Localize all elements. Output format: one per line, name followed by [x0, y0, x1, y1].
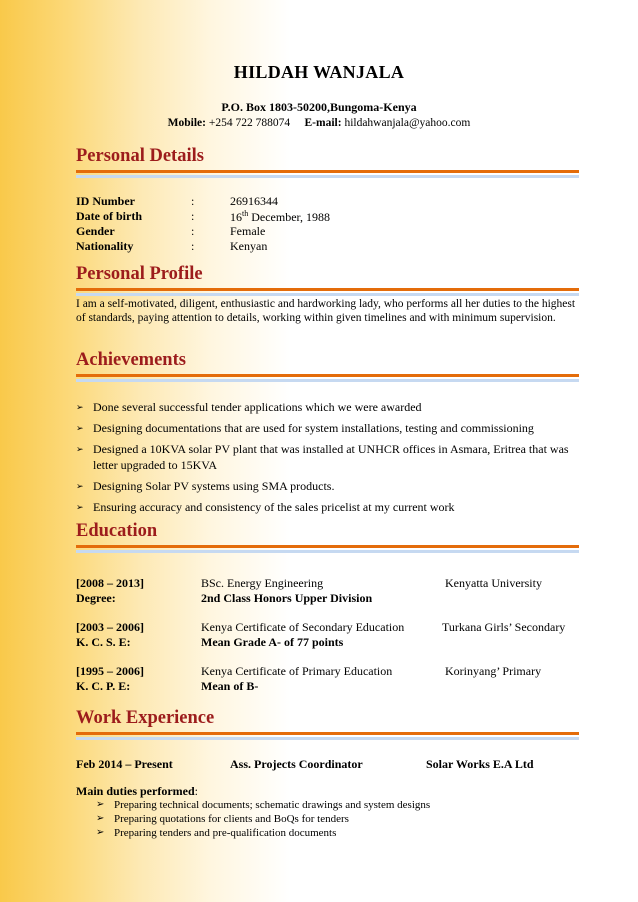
- section-rule: [76, 170, 579, 178]
- mobile-value: +254 722 788074: [208, 117, 291, 129]
- arrow-bullet-icon: ➢: [96, 799, 105, 810]
- detail-value: Female: [230, 224, 266, 238]
- dob-day: 16: [230, 210, 242, 224]
- detail-row-nationality: [76, 239, 576, 254]
- education-row: [76, 576, 596, 591]
- detail-value: Kenyan: [230, 239, 268, 253]
- achievement-text: Designing Solar PV systems using SMA products.: [93, 479, 335, 493]
- duty-text: Preparing quotations for clients and BoQs for tenders: [114, 813, 349, 825]
- detail-label: Date of birth: [76, 209, 142, 223]
- section-heading-work-experience: Work Experience: [76, 708, 215, 728]
- mobile-label: Mobile:: [167, 117, 206, 129]
- grade-label: K. C. P. E:: [76, 679, 131, 693]
- duties-colon: :: [194, 784, 198, 798]
- achievement-text: Ensuring accuracy and consistency of the sales pricelist at my current work: [93, 500, 455, 514]
- contact-line: [0, 117, 638, 129]
- list-item: [76, 478, 596, 494]
- detail-separator: :: [191, 194, 195, 208]
- detail-separator: :: [191, 239, 195, 253]
- duties-label: Main duties performed: [76, 784, 195, 798]
- duties-list: [96, 798, 430, 840]
- postal-address: P.O. Box 1803-50200,Bungoma-Kenya: [221, 100, 417, 114]
- education-course: BSc. Energy Engineering: [201, 576, 324, 590]
- detail-separator: :: [191, 209, 195, 223]
- section-heading-education: Education: [76, 521, 158, 541]
- arrow-bullet-icon: ➢: [96, 813, 105, 824]
- achievement-text: Done several successful tender applications which we were awarded: [93, 400, 422, 414]
- work-company: Solar Works E.A Ltd: [426, 757, 534, 771]
- section-heading-achievements: Achievements: [76, 350, 186, 370]
- grade-value: Mean of B-: [201, 679, 259, 693]
- work-role: Ass. Projects Coordinator: [230, 757, 363, 771]
- grade-value: 2nd Class Honors Upper Division: [201, 591, 373, 605]
- arrow-bullet-icon: ➢: [96, 827, 105, 838]
- detail-value: [230, 209, 330, 225]
- education-school: Korinyang’ Primary: [445, 664, 542, 678]
- grade-label: K. C. S. E:: [76, 635, 131, 649]
- arrow-bullet-icon: ➢: [76, 402, 84, 412]
- list-item: [76, 441, 596, 473]
- section-heading-personal-profile: Personal Profile: [76, 264, 203, 284]
- list-item: [76, 399, 596, 415]
- detail-label: Nationality: [76, 239, 134, 253]
- email-value[interactable]: hildahwanjala@yahoo.com: [344, 117, 471, 129]
- arrow-bullet-icon: ➢: [76, 423, 84, 433]
- dob-suffix: th: [242, 209, 249, 218]
- education-years: [2008 – 2013]: [76, 576, 144, 590]
- work-row: [76, 757, 596, 772]
- education-course: Kenya Certificate of Primary Education: [201, 664, 393, 678]
- education-course: Kenya Certificate of Secondary Education: [201, 620, 405, 634]
- profile-text: I am a self-motivated, diligent, enthusiastic and hardworking lady, who performs all her duties to the highest of standards, paying attention to details, working within given timelines and with minimum supervision.: [76, 298, 576, 324]
- education-school: Kenyatta University: [445, 576, 542, 590]
- detail-row-dob: [76, 209, 576, 224]
- duties-heading: [76, 784, 198, 799]
- education-school: Turkana Girls’ Secondary: [442, 620, 566, 634]
- section-heading-personal-details: Personal Details: [76, 146, 204, 166]
- detail-row-id: [76, 194, 576, 209]
- work-period: Feb 2014 – Present: [76, 757, 173, 771]
- list-item: [96, 826, 430, 840]
- candidate-name: HILDAH WANJALA: [233, 62, 405, 82]
- arrow-bullet-icon: ➢: [76, 502, 84, 512]
- section-rule: [76, 732, 579, 740]
- section-rule: [76, 288, 579, 296]
- duty-text: Preparing tenders and pre-qualification documents: [114, 827, 337, 839]
- list-item: [96, 798, 430, 812]
- education-row: [76, 620, 596, 635]
- grade-value: Mean Grade A- of 77 points: [201, 635, 344, 649]
- detail-label: Gender: [76, 224, 115, 238]
- education-row: [76, 664, 596, 679]
- detail-label: ID Number: [76, 194, 135, 208]
- grade-label: Degree:: [76, 591, 116, 605]
- list-item: [76, 499, 596, 515]
- education-grade-row: [76, 635, 596, 650]
- education-years: [2003 – 2006]: [76, 620, 144, 634]
- email-label: E-mail:: [304, 117, 342, 129]
- arrow-bullet-icon: ➢: [76, 481, 84, 491]
- section-rule: [76, 545, 579, 553]
- education-years: [1995 – 2006]: [76, 664, 144, 678]
- detail-separator: :: [191, 224, 195, 238]
- achievements-list: [76, 399, 596, 520]
- dob-rest: December, 1988: [248, 210, 331, 224]
- achievement-text: Designing documentations that are used for system installations, testing and commissioning: [93, 421, 534, 435]
- detail-value: 26916344: [230, 194, 278, 208]
- education-grade-row: [76, 591, 596, 606]
- education-grade-row: [76, 679, 596, 694]
- achievement-text: Designed a 10KVA solar PV plant that was installed at UNHCR offices in Asmara, Eritrea that was letter upgraded to 15KVA: [93, 442, 569, 472]
- arrow-bullet-icon: ➢: [76, 444, 84, 454]
- detail-row-gender: [76, 224, 576, 239]
- list-item: [96, 812, 430, 826]
- list-item: [76, 420, 596, 436]
- duty-text: Preparing technical documents; schematic drawings and system designs: [114, 799, 431, 811]
- section-rule: [76, 374, 579, 382]
